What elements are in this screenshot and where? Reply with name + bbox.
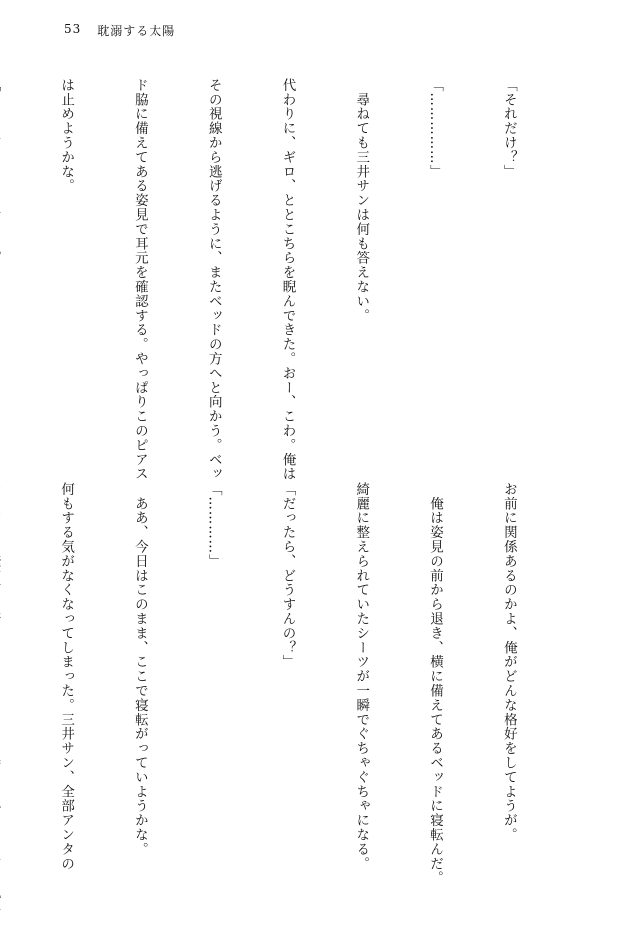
text-line: は止めようかな。 — [58, 78, 75, 194]
text-line: 俺は姿見の前から退き、横に備えてあるベッドに寝転んだ。 — [427, 482, 444, 886]
text-line: 「それだけ？」 — [500, 78, 517, 179]
text-line: 「だったら、どうすんの？」 — [279, 482, 296, 670]
text-line: 「…………」 — [205, 482, 222, 569]
text-line — [0, 482, 4, 862]
text-line — [0, 78, 4, 458]
text-line: 何もする気がなくなってしまった。三井サン、全部アンタの — [58, 482, 75, 871]
text-line: ド脇に備えてある姿見で耳元を確認する。やっぱりこのピアス — [131, 78, 148, 482]
running-title: 耽溺する太陽 — [97, 24, 176, 38]
text-block-top — [0, 78, 570, 482]
text-block-bottom — [0, 482, 570, 886]
text-line: 綺麗に整えられていたシーツが一瞬でぐちゃぐちゃになる。 — [353, 482, 370, 871]
page-number: 53 — [64, 22, 82, 36]
text-line: ああ、今日はこのまま、ここで寝転がっていようかな。 — [131, 482, 148, 857]
page-header — [64, 22, 175, 39]
text-line: 「……………」 — [427, 78, 444, 179]
text-line: その視線から逃げるように、またベッドの方へと向かう。ベッ — [205, 78, 222, 482]
text-line: お前に関係あるのかよ、俺がどんな格好をしてようが。 — [500, 482, 517, 842]
text-line: 代わりに、ギロ、ととこちらを睨んできた。おー、こわ。俺は — [279, 78, 296, 482]
text-line: 尋ねても三井サンは何も答えない。 — [353, 78, 370, 323]
